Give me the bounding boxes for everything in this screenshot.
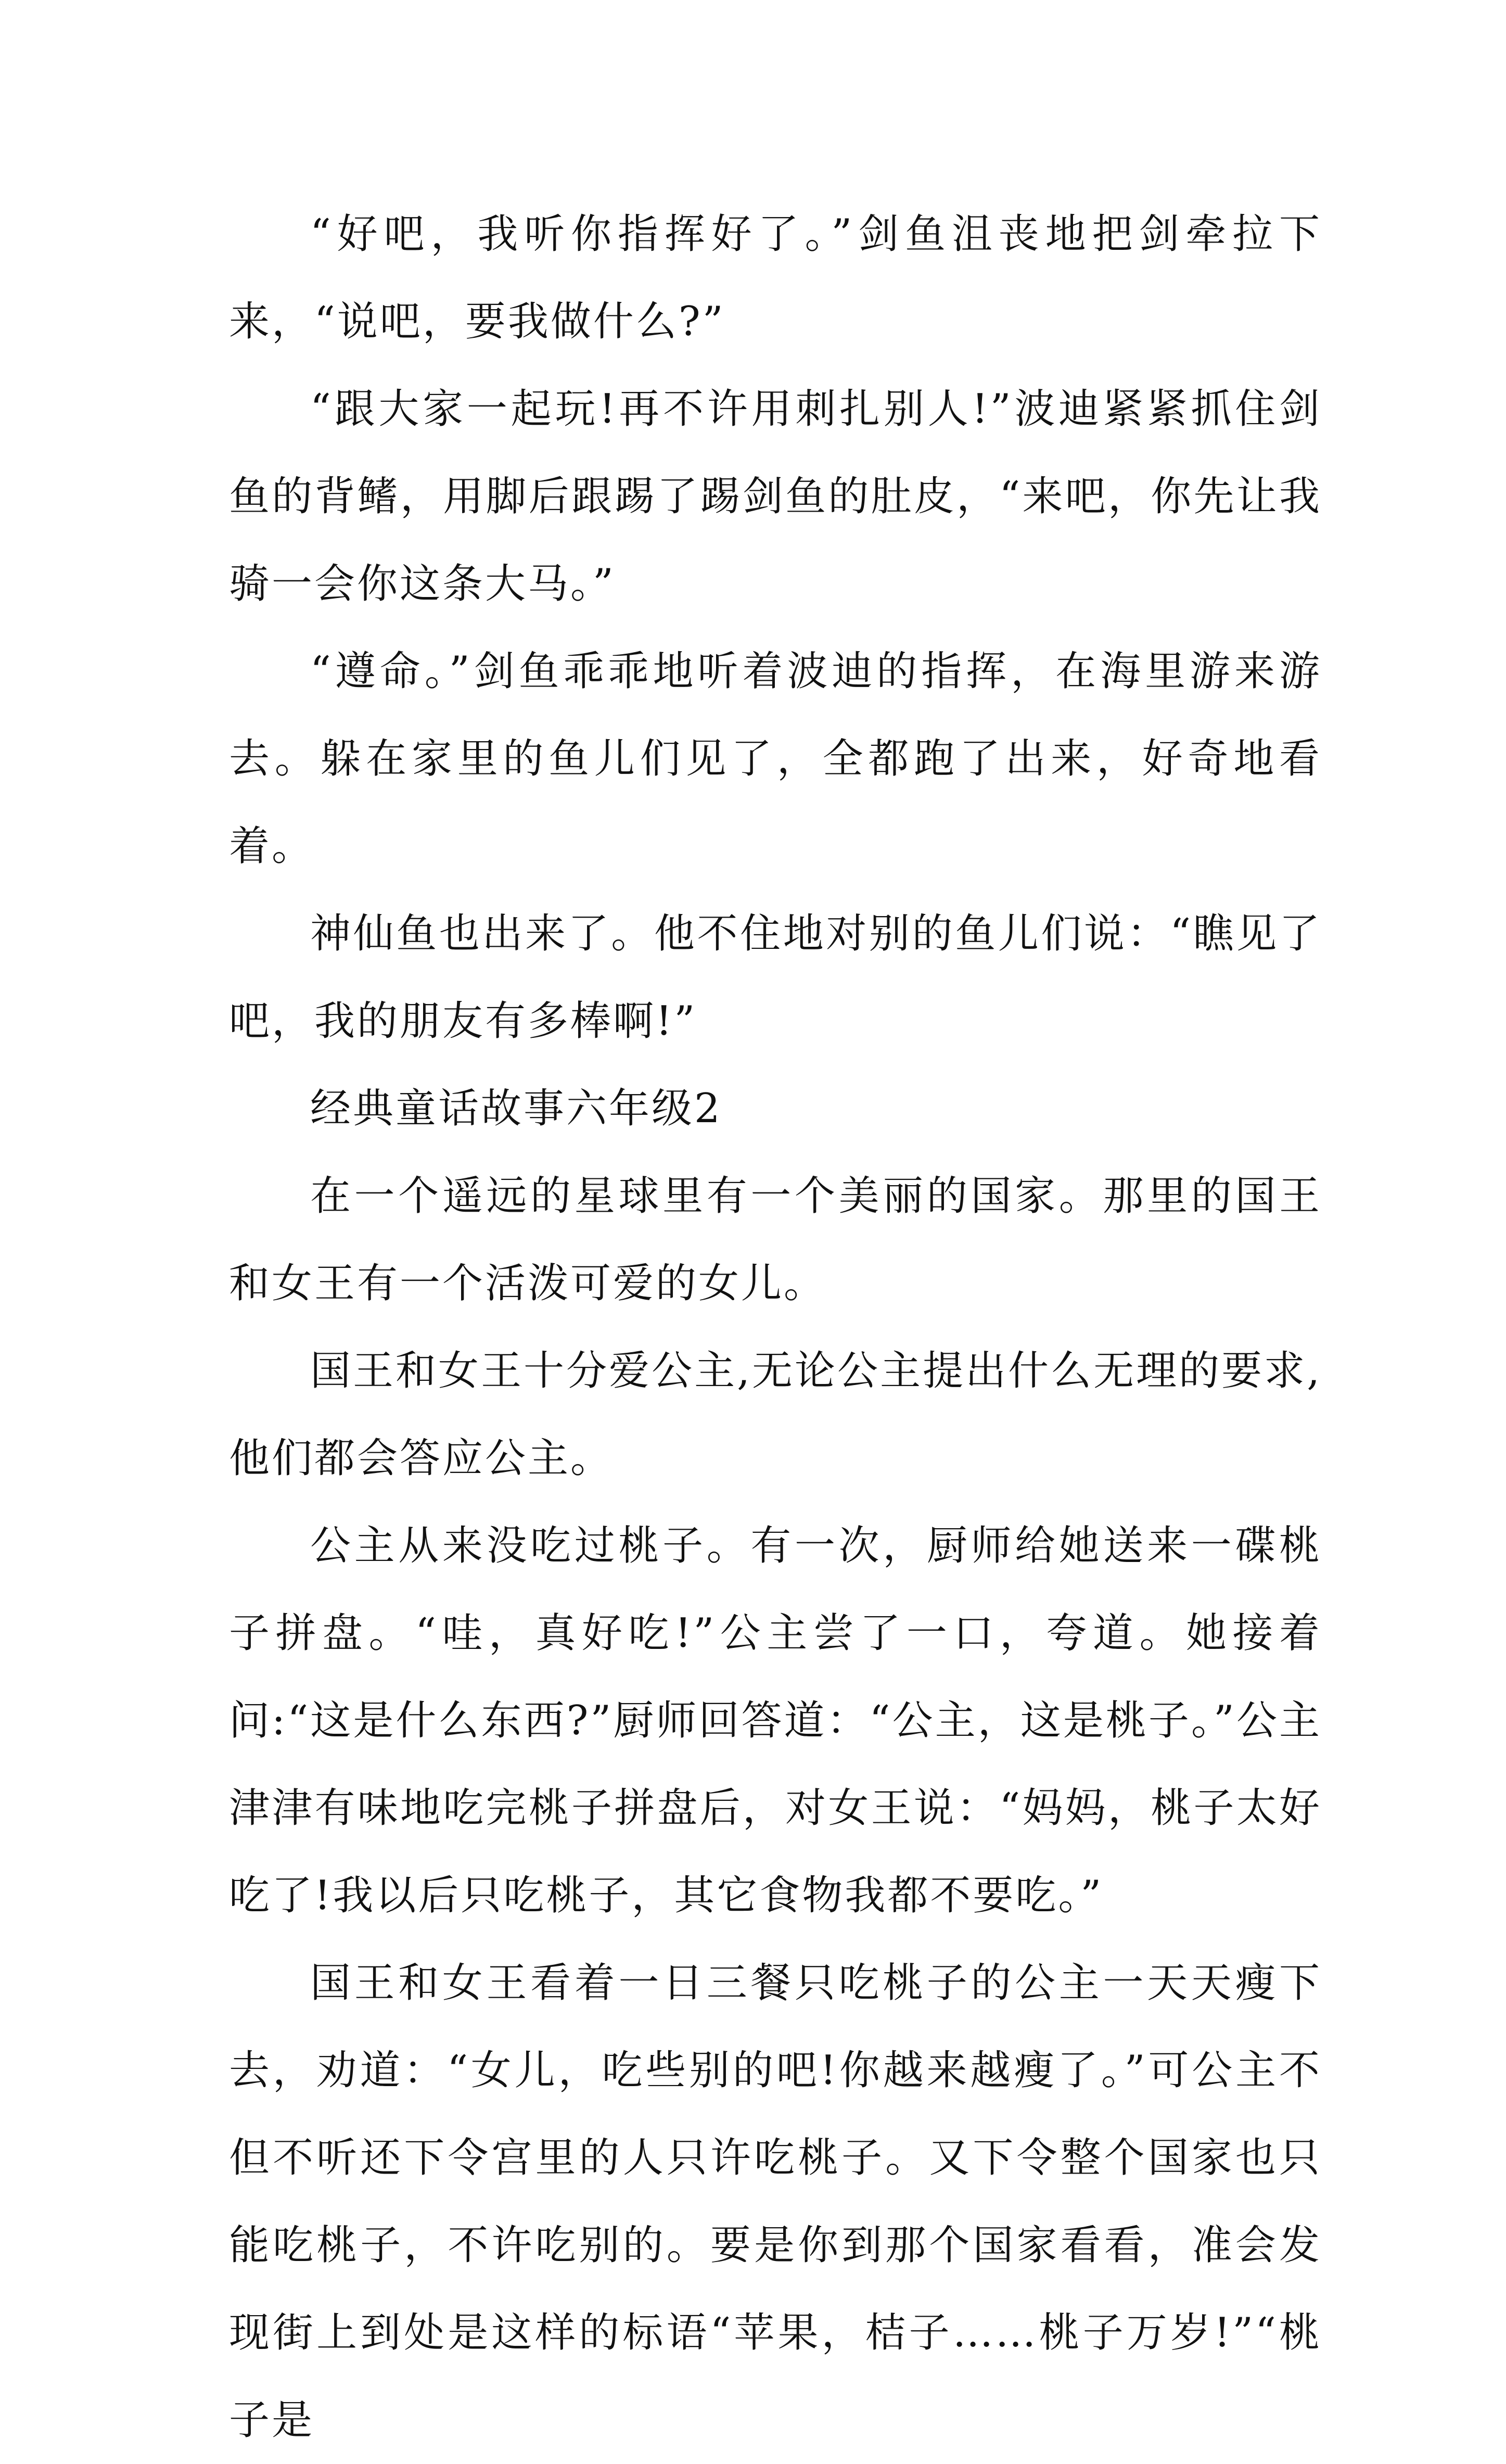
- paragraph-6: 国王和女王十分爱公主,无论公主提出什么无理的要求,他们都会答应公主。: [229, 1348, 1322, 1482]
- document-body: [229, 190, 1322, 2464]
- section-heading: 经典童话故事六年级2: [310, 1085, 722, 1132]
- paragraph-5: 在一个遥远的星球里有一个美丽的国家。那里的国王和女王有一个活泼可爱的女儿。: [229, 1173, 1322, 1307]
- paragraph-1: “好吧，我听你指挥好了。”剑鱼沮丧地把剑牵拉下来，“说吧，要我做什么?”: [229, 211, 1322, 345]
- paragraph-3: “遵命。”剑鱼乖乖地听着波迪的指挥，在海里游来游去。躲在家里的鱼儿们见了，全都跑了出来，好奇地看着。: [229, 648, 1322, 870]
- paragraph-2: “跟大家一起玩!再不许用刺扎别人!”波迪紧紧抓住剑鱼的背鳍，用脚后跟踢了踢剑鱼的肚皮，“来吧，你先让我骑一会你这条大马。”: [229, 386, 1322, 607]
- paragraph-8: 国王和女王看着一日三餐只吃桃子的公主一天天瘦下去，劝道：“女儿，吃些别的吧!你越来越瘦了。”可公主不但不听还下令宫里的人只许吃桃子。又下令整个国家也只能吃桃子，不许吃别的。要是你到那个国家看看，准会发现街上到处是这样的标语“苹果，桔子……桃子万岁!”“桃子是: [229, 1960, 1322, 2444]
- paragraph-7: 公主从来没吃过桃子。有一次，厨师给她送来一碟桃子拼盘。“哇，真好吃!”公主尝了一口，夸道。她接着问:“这是什么东西?”厨师回答道：“公主，这是桃子。”公主津津有味地吃完桃子拼盘后，对女王说：“妈妈，桃子太好吃了!我以后只吃桃子，其它食物我都不要吃。”: [229, 1522, 1322, 1919]
- paragraph-4: 神仙鱼也出来了。他不住地对别的鱼儿们说：“瞧见了吧，我的朋友有多棒啊!”: [229, 910, 1322, 1045]
